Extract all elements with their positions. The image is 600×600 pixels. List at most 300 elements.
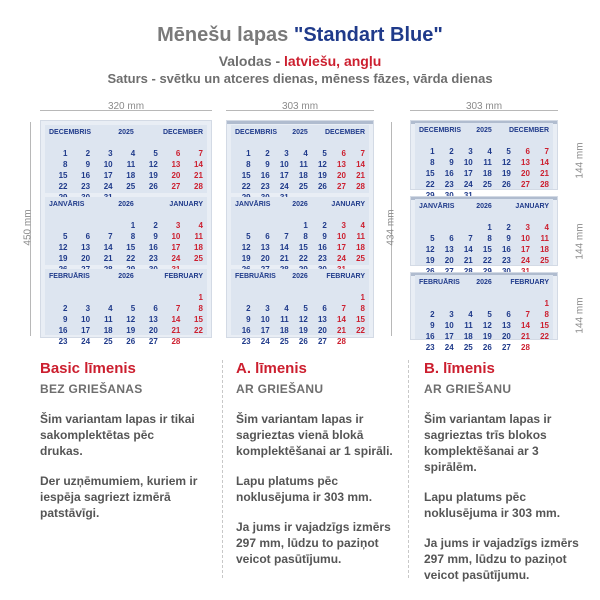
day-cell: 22 — [241, 182, 251, 191]
day-cell: 8 — [487, 234, 492, 243]
day-cell: 24 — [337, 254, 346, 263]
week-row — [419, 256, 549, 267]
height-label-2: 434 mm — [385, 209, 397, 246]
column-basic — [40, 360, 200, 521]
day-cell — [457, 299, 473, 310]
column-subtitle: AR GRIEŠANU — [236, 382, 324, 396]
day-cell: 9 — [322, 232, 327, 241]
calendar-b-block-1 — [410, 120, 558, 190]
day-cell: 14 — [521, 321, 530, 330]
day-cell: 23 — [501, 256, 511, 265]
day-cell: 16 — [148, 243, 158, 252]
day-cell: 26 — [501, 180, 511, 189]
month-block-february: FEBRUĀRIS 2026 FEBRUARY 1 2 3 4 5 6 7 8 9 10 11 12 13 14 15 16 17 18 19 20 21 22 23 24 25 26 27 28 — [415, 275, 553, 339]
column-title: B. līmenis — [424, 360, 495, 377]
day-cell: 20 — [337, 171, 346, 180]
day-cell: 6 — [449, 234, 454, 243]
day-cell: 8 — [130, 232, 136, 241]
calendar-b-block-2 — [410, 196, 558, 266]
week-row — [419, 180, 549, 191]
week-row — [49, 337, 203, 348]
day-cell — [438, 223, 454, 234]
month-block-january: JANVĀRIS 2026 JANUARY 1 2 3 4 5 6 7 8 9 10 11 12 13 14 15 16 17 18 19 20 21 22 23 24 25 — [415, 199, 553, 265]
day-cell: 19 — [425, 256, 435, 265]
day-cell: 12 — [317, 160, 327, 169]
week-row — [235, 149, 365, 160]
day-cell: 9 — [85, 160, 91, 169]
day-cell: 4 — [130, 149, 136, 158]
day-cell: 18 — [356, 243, 365, 252]
day-cell: 14 — [103, 243, 113, 252]
day-cell — [139, 293, 157, 304]
day-cell: 4 — [468, 310, 473, 319]
day-cell: 25 — [194, 254, 203, 263]
day-cell: 27 — [148, 337, 158, 346]
day-cell: 9 — [430, 321, 435, 330]
day-cell: 22 — [482, 256, 492, 265]
day-cell: 10 — [463, 158, 473, 167]
day-cell: 8 — [430, 158, 435, 167]
week-row — [235, 171, 365, 182]
day-cell: 15 — [425, 169, 435, 178]
day-cell: 11 — [280, 315, 289, 324]
week-row — [235, 160, 365, 171]
day-cell: 12 — [241, 243, 251, 252]
day-cell: 16 — [81, 171, 91, 180]
day-cell: 23 — [241, 337, 251, 346]
day-cell: 25 — [126, 182, 136, 191]
day-cell: 18 — [298, 171, 308, 180]
column-paragraph: Šim variantam lapas ir sagrieztas trīs blokos komplektēšanai ar 3 spirālēm. — [424, 412, 552, 474]
day-cell: 19 — [298, 326, 308, 335]
day-cell: 8 — [360, 304, 365, 313]
day-cell: 14 — [337, 315, 346, 324]
day-cell: 23 — [425, 343, 435, 352]
day-cell: 17 — [444, 332, 454, 341]
day-cell: 15 — [58, 171, 68, 180]
week-row — [419, 234, 549, 245]
day-cell: 6 — [85, 232, 91, 241]
month-block-december: DECEMBRIS 2025 DECEMBER 1 2 3 4 5 6 7 8 9 10 11 12 13 14 15 16 17 18 19 20 21 22 23 24 25 26 27 28 — [45, 125, 207, 193]
column-paragraph: Ja jums ir vajadzīgs izmērs 297 mm, lūdzu to paziņot veicot pasūtījumu. — [236, 520, 391, 566]
day-cell: 9 — [153, 232, 158, 241]
day-cell: 1 — [430, 147, 435, 156]
day-cell — [438, 299, 454, 310]
day-cell: 20 — [521, 169, 530, 178]
week-row — [235, 243, 365, 254]
day-cell: 18 — [482, 169, 492, 178]
day-cell: 5 — [487, 310, 492, 319]
month-grid — [235, 293, 365, 346]
day-cell: 1 — [130, 221, 136, 230]
week-row — [419, 147, 549, 158]
day-cell: 2 — [63, 304, 68, 313]
day-cell: 8 — [246, 160, 251, 169]
week-row — [235, 182, 365, 193]
day-cell — [94, 221, 112, 232]
week-row — [419, 223, 549, 234]
day-cell — [49, 221, 67, 232]
day-cell: 10 — [444, 321, 454, 330]
day-cell: 10 — [171, 232, 181, 241]
day-cell: 18 — [463, 332, 473, 341]
day-cell: 21 — [540, 169, 549, 178]
day-cell: 4 — [284, 304, 289, 313]
day-cell: 7 — [108, 232, 113, 241]
week-row — [235, 337, 365, 348]
week-row — [235, 293, 365, 304]
day-cell: 25 — [540, 256, 549, 265]
day-cell: 16 — [501, 245, 511, 254]
day-cell: 12 — [298, 315, 308, 324]
day-cell: 5 — [130, 304, 136, 313]
day-cell: 24 — [463, 180, 473, 189]
day-cell: 20 — [81, 254, 91, 263]
day-cell: 4 — [544, 223, 549, 232]
day-cell: 18 — [279, 326, 289, 335]
day-cell: 19 — [482, 332, 492, 341]
day-cell: 13 — [260, 243, 270, 252]
week-row — [49, 304, 203, 315]
day-cell: 21 — [521, 332, 530, 341]
day-cell: 9 — [449, 158, 454, 167]
column-title: A. līmenis — [236, 360, 307, 377]
day-cell: 7 — [175, 304, 181, 313]
day-cell: 2 — [246, 304, 251, 313]
day-cell: 17 — [463, 169, 473, 178]
day-cell: 3 — [341, 221, 346, 230]
day-cell: 23 — [58, 337, 68, 346]
day-cell: 18 — [126, 171, 136, 180]
day-cell: 12 — [148, 160, 158, 169]
day-cell: 7 — [360, 149, 365, 158]
day-cell: 15 — [298, 243, 308, 252]
day-cell: 14 — [279, 243, 289, 252]
day-cell: 21 — [356, 171, 365, 180]
day-cell: 21 — [279, 254, 289, 263]
day-cell: 20 — [171, 171, 181, 180]
day-cell: 11 — [483, 158, 492, 167]
day-cell: 4 — [198, 221, 203, 230]
day-cell: 16 — [425, 332, 435, 341]
day-cell: 21 — [194, 171, 203, 180]
day-cell: 22 — [126, 254, 136, 263]
day-cell — [273, 221, 289, 232]
day-cell: 13 — [317, 315, 327, 324]
day-cell: 14 — [194, 160, 203, 169]
day-cell: 14 — [540, 158, 549, 167]
day-cell: 24 — [521, 256, 530, 265]
day-cell: 1 — [198, 293, 203, 302]
day-cell: 22 — [425, 180, 435, 189]
day-cell: 10 — [81, 315, 91, 324]
day-cell: 12 — [501, 158, 511, 167]
day-cell: 24 — [171, 254, 181, 263]
column-subtitle: BEZ GRIEŠANAS — [40, 382, 143, 396]
day-cell: 17 — [260, 326, 270, 335]
day-cell — [117, 293, 135, 304]
day-cell: 13 — [521, 158, 530, 167]
day-cell: 3 — [525, 223, 530, 232]
week-row — [419, 158, 549, 169]
day-cell: 28 — [356, 182, 365, 191]
height-label-3c: 144 mm — [574, 297, 586, 334]
day-cell: 23 — [317, 254, 327, 263]
month-block-january: JANVĀRIS 2026 JANUARY 1 2 3 4 5 6 7 8 9 10 11 12 13 14 15 16 17 18 19 20 21 22 23 24 25 — [231, 197, 369, 265]
day-cell: 6 — [322, 304, 327, 313]
column-paragraph: Šim variantam lapas ir sagrieztas vienā blokā komplektēšanai ar 1 spirāli. — [236, 412, 393, 458]
day-cell: 4 — [360, 221, 365, 230]
day-cell: 25 — [298, 182, 308, 191]
width-label-1: 320 mm — [107, 101, 145, 112]
day-cell: 5 — [246, 232, 251, 241]
day-cell: 28 — [337, 337, 346, 346]
day-cell: 25 — [279, 337, 289, 346]
day-cell: 11 — [194, 232, 203, 241]
day-cell: 23 — [148, 254, 158, 263]
day-cell: 11 — [299, 160, 308, 169]
day-cell: 11 — [464, 321, 473, 330]
week-row — [235, 315, 365, 326]
week-row — [235, 326, 365, 337]
day-cell: 16 — [260, 171, 270, 180]
day-cell: 27 — [337, 182, 346, 191]
day-cell: 12 — [126, 315, 136, 324]
day-cell: 1 — [360, 293, 365, 302]
column-title: Basic līmenis — [40, 360, 136, 377]
day-cell: 20 — [501, 332, 511, 341]
day-cell: 17 — [103, 171, 113, 180]
day-cell: 7 — [468, 234, 473, 243]
day-cell: 7 — [198, 149, 203, 158]
day-cell: 2 — [430, 310, 435, 319]
day-cell: 2 — [85, 149, 91, 158]
column-divider — [408, 360, 409, 578]
day-cell: 19 — [317, 171, 327, 180]
day-cell: 16 — [58, 326, 68, 335]
day-cell — [184, 337, 202, 348]
column-subtitle: AR GRIEŠANU — [424, 382, 512, 396]
day-cell: 22 — [356, 326, 365, 335]
month-grid — [49, 293, 203, 346]
day-cell: 10 — [103, 160, 113, 169]
month-block-february: FEBRUĀRIS 2026 FEBRUARY 1 2 3 4 5 6 7 8 9 10 11 12 13 14 15 16 17 18 19 20 21 22 23 24 25 26 27 28 — [231, 269, 369, 335]
day-cell: 5 — [430, 234, 435, 243]
day-cell: 7 — [525, 310, 530, 319]
day-cell: 5 — [153, 149, 158, 158]
languages-line: Valodas - latviešu, angļu — [218, 53, 382, 69]
spiral-binding — [227, 121, 373, 124]
day-cell — [72, 221, 90, 232]
day-cell — [94, 293, 112, 304]
month-block-december: DECEMBRIS 2025 DECEMBER 1 2 3 4 5 6 7 8 9 10 11 12 13 14 15 16 17 18 19 20 21 22 23 24 25 26 27 28 — [231, 125, 369, 193]
day-cell: 23 — [81, 182, 91, 191]
day-cell: 2 — [265, 149, 270, 158]
day-cell: 27 — [317, 337, 327, 346]
day-cell: 6 — [175, 149, 181, 158]
day-cell — [476, 299, 492, 310]
day-cell: 11 — [126, 160, 136, 169]
day-cell: 9 — [246, 315, 251, 324]
day-cell: 26 — [148, 182, 158, 191]
day-cell: 17 — [279, 171, 289, 180]
day-cell: 23 — [444, 180, 454, 189]
day-cell: 26 — [317, 182, 327, 191]
day-cell: 27 — [521, 180, 530, 189]
week-row — [49, 160, 203, 171]
day-cell: 10 — [521, 234, 530, 243]
day-cell: 13 — [444, 245, 454, 254]
day-cell: 16 — [241, 326, 251, 335]
day-cell: 16 — [444, 169, 454, 178]
day-cell — [330, 293, 346, 304]
day-cell: 2 — [506, 223, 511, 232]
day-cell: 12 — [425, 245, 435, 254]
day-cell — [273, 293, 289, 304]
week-row — [49, 293, 203, 304]
day-cell: 6 — [265, 232, 270, 241]
day-cell: 14 — [463, 245, 473, 254]
day-cell: 25 — [463, 343, 473, 352]
day-cell: 17 — [81, 326, 91, 335]
day-cell: 13 — [501, 321, 511, 330]
month-grid — [49, 149, 203, 189]
week-row — [49, 149, 203, 160]
day-cell: 6 — [525, 147, 530, 156]
day-cell: 5 — [322, 149, 327, 158]
week-row — [235, 221, 365, 232]
day-cell: 13 — [81, 243, 91, 252]
week-row — [419, 310, 549, 321]
week-row — [419, 321, 549, 332]
week-row — [49, 171, 203, 182]
day-cell: 27 — [171, 182, 181, 191]
day-cell: 8 — [63, 160, 68, 169]
day-cell: 3 — [85, 304, 91, 313]
day-cell: 24 — [81, 337, 91, 346]
week-row — [49, 221, 203, 232]
column-paragraph: Šim variantam lapas ir tikai sakomplektētas pēc drukas. — [40, 412, 195, 458]
height-label-1: 450 mm — [22, 209, 34, 246]
day-cell: 3 — [265, 304, 270, 313]
month-grid — [419, 147, 549, 189]
day-cell: 4 — [108, 304, 113, 313]
day-cell: 1 — [487, 223, 492, 232]
width-label-3: 303 mm — [465, 101, 503, 112]
day-cell: 10 — [337, 232, 346, 241]
day-cell: 13 — [337, 160, 346, 169]
day-cell: 21 — [103, 254, 113, 263]
day-cell: 28 — [540, 180, 549, 189]
day-cell — [254, 221, 270, 232]
day-cell — [162, 293, 180, 304]
day-cell — [514, 299, 530, 310]
day-cell: 15 — [126, 243, 136, 252]
day-cell — [49, 293, 67, 304]
day-cell: 3 — [468, 147, 473, 156]
content-line: Saturs - svētku un atceres dienas, mēness fāzes, vārda dienas — [107, 71, 493, 86]
day-cell: 17 — [171, 243, 181, 252]
day-cell: 7 — [284, 232, 289, 241]
day-cell: 21 — [463, 256, 473, 265]
day-cell: 23 — [260, 182, 270, 191]
calendar-basic — [40, 120, 212, 346]
day-cell: 5 — [63, 232, 68, 241]
day-cell: 6 — [506, 310, 511, 319]
day-cell: 1 — [246, 149, 251, 158]
month-block-december: DECEMBRIS 2025 DECEMBER 1 2 3 4 5 6 7 8 9 10 11 12 13 14 15 16 17 18 19 20 21 22 23 24 25 26 27 28 — [415, 123, 553, 189]
month-grid — [49, 221, 203, 261]
day-cell: 7 — [544, 147, 549, 156]
day-cell: 28 — [194, 182, 203, 191]
day-cell: 22 — [58, 182, 68, 191]
day-cell: 19 — [241, 254, 251, 263]
day-cell: 21 — [171, 326, 181, 335]
day-cell: 11 — [104, 315, 113, 324]
day-cell — [292, 293, 308, 304]
day-cell: 27 — [501, 343, 511, 352]
day-cell: 3 — [108, 149, 113, 158]
day-cell: 12 — [482, 321, 492, 330]
column-paragraph: Lapu platums pēc noklusējuma ir 303 mm. — [236, 474, 373, 504]
day-cell: 2 — [322, 221, 327, 230]
day-cell: 6 — [341, 149, 346, 158]
day-cell — [311, 293, 327, 304]
week-row — [49, 326, 203, 337]
day-cell: 15 — [241, 171, 251, 180]
day-cell: 20 — [317, 326, 327, 335]
week-row — [49, 232, 203, 243]
day-cell: 8 — [198, 304, 203, 313]
day-cell: 15 — [540, 321, 549, 330]
day-cell — [419, 299, 435, 310]
week-row — [419, 343, 549, 354]
week-row — [49, 243, 203, 254]
day-cell — [349, 337, 365, 348]
month-block-february: FEBRUĀRIS 2026 FEBRUARY 1 2 3 4 5 6 7 8 9 10 11 12 13 14 15 16 17 18 19 20 21 22 23 24 25 26 27 28 — [45, 269, 207, 335]
week-row — [235, 232, 365, 243]
day-cell: 21 — [337, 326, 346, 335]
day-cell: 28 — [521, 343, 530, 352]
day-cell: 19 — [58, 254, 68, 263]
day-cell: 1 — [63, 149, 68, 158]
day-cell: 8 — [544, 310, 549, 319]
calendar-b-block-3 — [410, 272, 558, 352]
day-cell: 1 — [303, 221, 308, 230]
day-cell: 3 — [175, 221, 181, 230]
page-title: Mēnešu lapas "Standart Blue" — [157, 24, 443, 46]
day-cell: 20 — [148, 326, 158, 335]
title-accent: "Standart Blue" — [293, 24, 443, 46]
week-row — [235, 254, 365, 265]
day-cell: 19 — [126, 326, 136, 335]
day-cell: 18 — [540, 245, 549, 254]
day-cell: 25 — [482, 180, 492, 189]
calendar-a — [226, 120, 374, 346]
day-cell: 24 — [103, 182, 113, 191]
day-cell: 6 — [153, 304, 158, 313]
day-cell: 7 — [341, 304, 346, 313]
day-cell — [235, 293, 251, 304]
day-cell — [533, 343, 549, 354]
day-cell — [495, 299, 511, 310]
day-cell: 28 — [171, 337, 181, 346]
column-a — [236, 360, 396, 567]
day-cell: 10 — [279, 160, 289, 169]
width-label-2: 303 mm — [281, 101, 319, 112]
day-cell — [72, 293, 90, 304]
month-grid — [235, 221, 365, 261]
